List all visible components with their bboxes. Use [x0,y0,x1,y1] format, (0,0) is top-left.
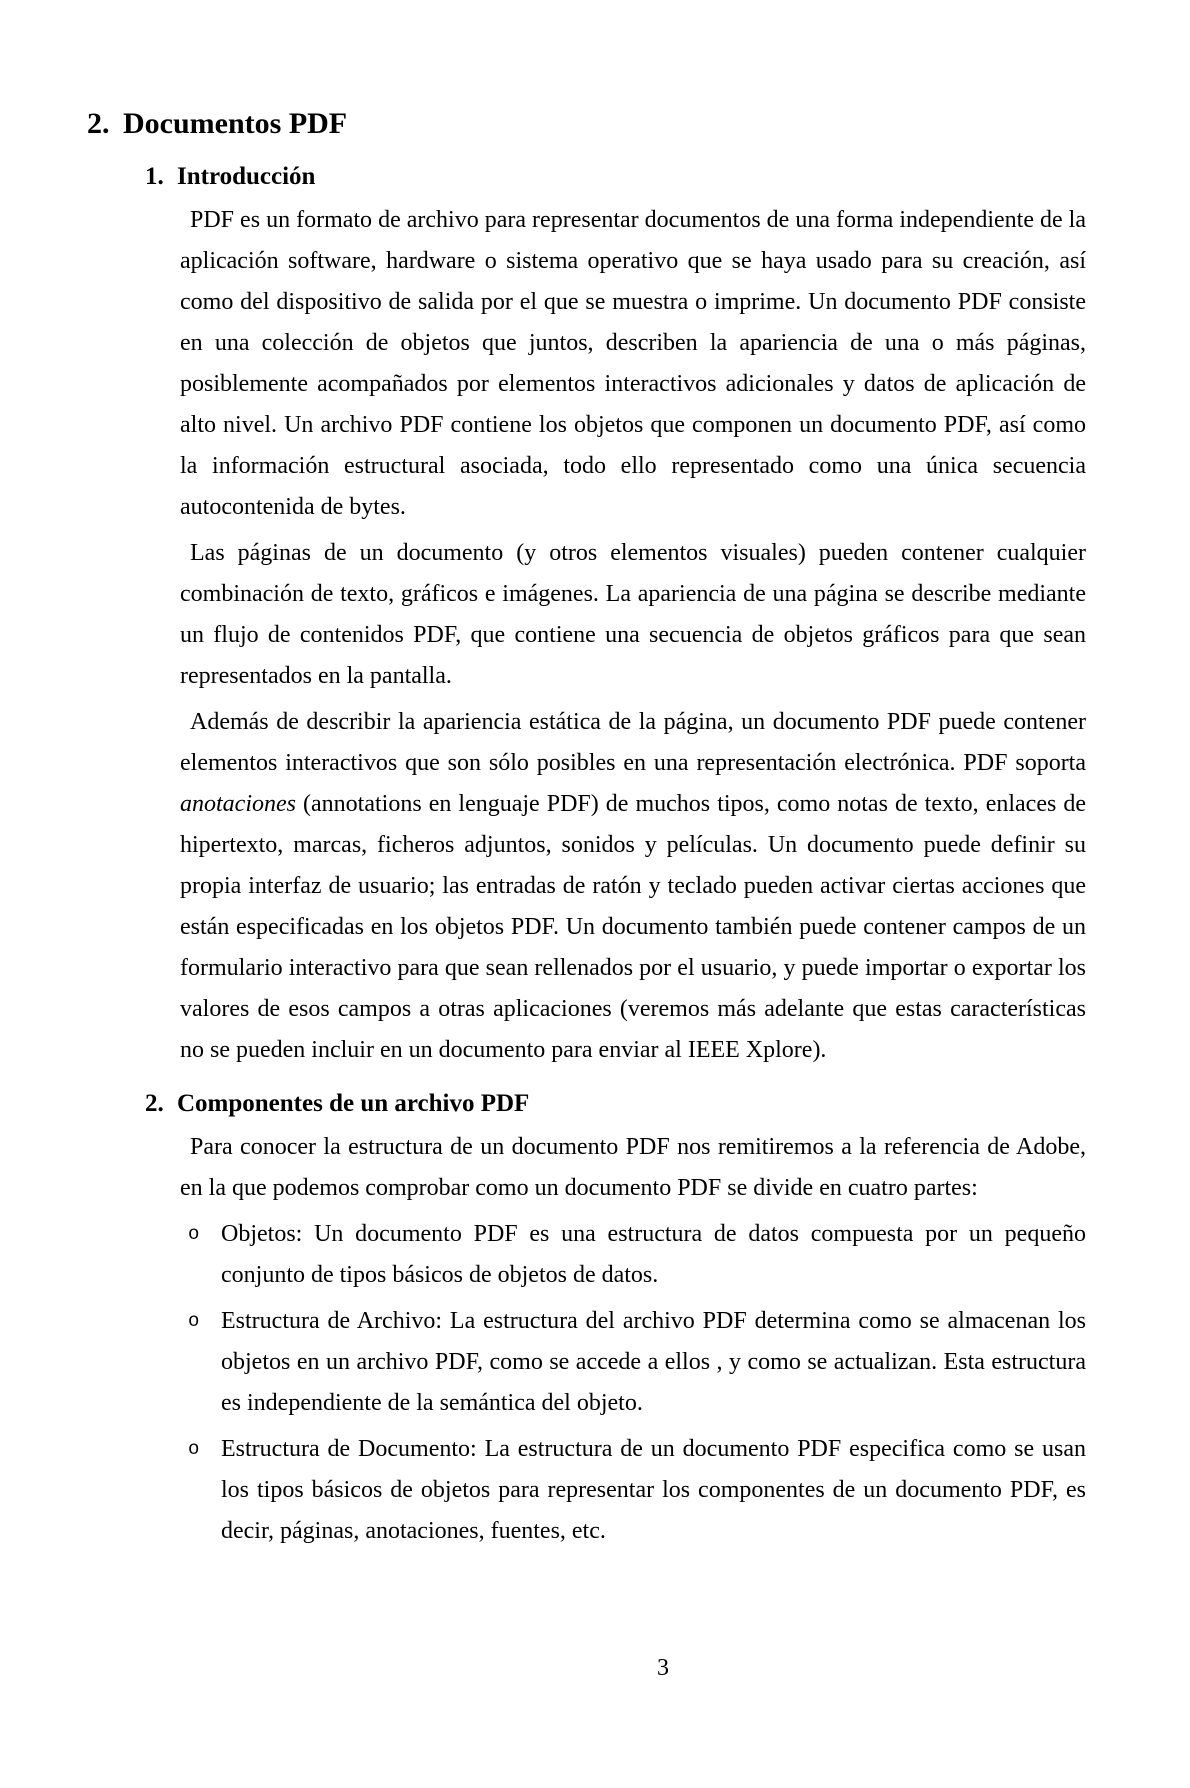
section-heading-componentes [145,1084,1190,1124]
paragraph-componentes-1: Para conocer la estructura de un documento PDF nos remitiremos a la referencia de Adobe, en la que podemos comprobar como un documento PDF se divide en cuatro partes: [180,1134,1086,1201]
paragraph-intro-1: PDF es un formato de archivo para representar documentos de una forma independiente de la aplicación software, hardware o sistema operativo que se haya usado para su creación, así como del dispositivo de salida por el que se muestra o imprime. Un documento PDF consiste en una colección de objetos que juntos, describen la apariencia de una o más páginas, posiblemente acompañados por elementos interactivos adicionales y datos de aplicación de alto nivel. Un archivo PDF contiene los objetos que componen un documento PDF, así como la información estructural asociada, todo ello representado como una única secuencia autocontenida de bytes. [180,207,1086,520]
paragraph-text-pre: Además de describir la apariencia estática de la página, un documento PDF puede contener elementos interactivos que son sólo posibles en una representación electrónica. PDF soporta [180,709,1086,776]
bullet-text: Objetos: Un documento PDF es una estructura de datos compuesta por un pequeño conjunto de tipos básicos de objetos de datos. [221,1221,1086,1288]
bullet-item-objetos [180,1214,1086,1296]
bullet-item-estructura-archivo [180,1301,1086,1424]
bullet-text: Estructura de Archivo: La estructura del archivo PDF determina como se almacenan los objetos en un archivo PDF, como se accede a ellos , y como se actualizan. Esta estructura es independiente de la semántica del objeto. [221,1308,1086,1416]
main-heading-title: Documentos PDF [123,107,348,140]
bullet-text: Estructura de Documento: La estructura de un documento PDF especifica como se usan los tipos básicos de objetos para representar los componentes de un documento PDF, es decir, páginas, anotaciones, fuentes, etc. [221,1436,1086,1544]
italic-term: anotaciones [180,791,296,817]
section-2-number: 2. [145,1090,164,1117]
section-1-number: 1. [145,163,164,190]
paragraph-intro-3 [180,702,1086,1071]
bullet-item-estructura-documento [180,1429,1086,1552]
page-number: 3 [657,1655,669,1681]
main-heading [87,104,1190,144]
bullet-marker: o [188,1438,200,1460]
bullet-marker: o [188,1310,200,1332]
section-2-title: Componentes de un archivo PDF [177,1090,530,1117]
section-1-title: Introducción [177,163,316,190]
document-page [0,104,1190,1689]
bullet-marker: o [188,1223,200,1245]
section-heading-introduccion [145,157,1190,197]
main-heading-number: 2. [87,107,110,140]
paragraph-intro-2: Las páginas de un documento (y otros elementos visuales) pueden contener cualquier combinación de texto, gráficos e imágenes. La apariencia de una página se describe mediante un flujo de contenidos PDF, que contiene una secuencia de objetos gráficos para que sean representados en la pantalla. [180,540,1086,689]
paragraph-text-post: (annotations en lenguaje PDF) de muchos tipos, como notas de texto, enlaces de hipertexto, marcas, ficheros adjuntos, sonidos y películas. Un documento puede definir su propia interfaz de usuario; las entradas de ratón y teclado pueden activar ciertas acciones que están especificadas en los objetos PDF. Un documento también puede contener campos de un formulario interactivo para que sean rellenados por el usuario, y puede importar o exportar los valores de esos campos a otras aplicaciones (veremos más adelante que estas características no se pueden incluir en un documento para enviar al IEEE Xplore). [180,791,1086,1063]
